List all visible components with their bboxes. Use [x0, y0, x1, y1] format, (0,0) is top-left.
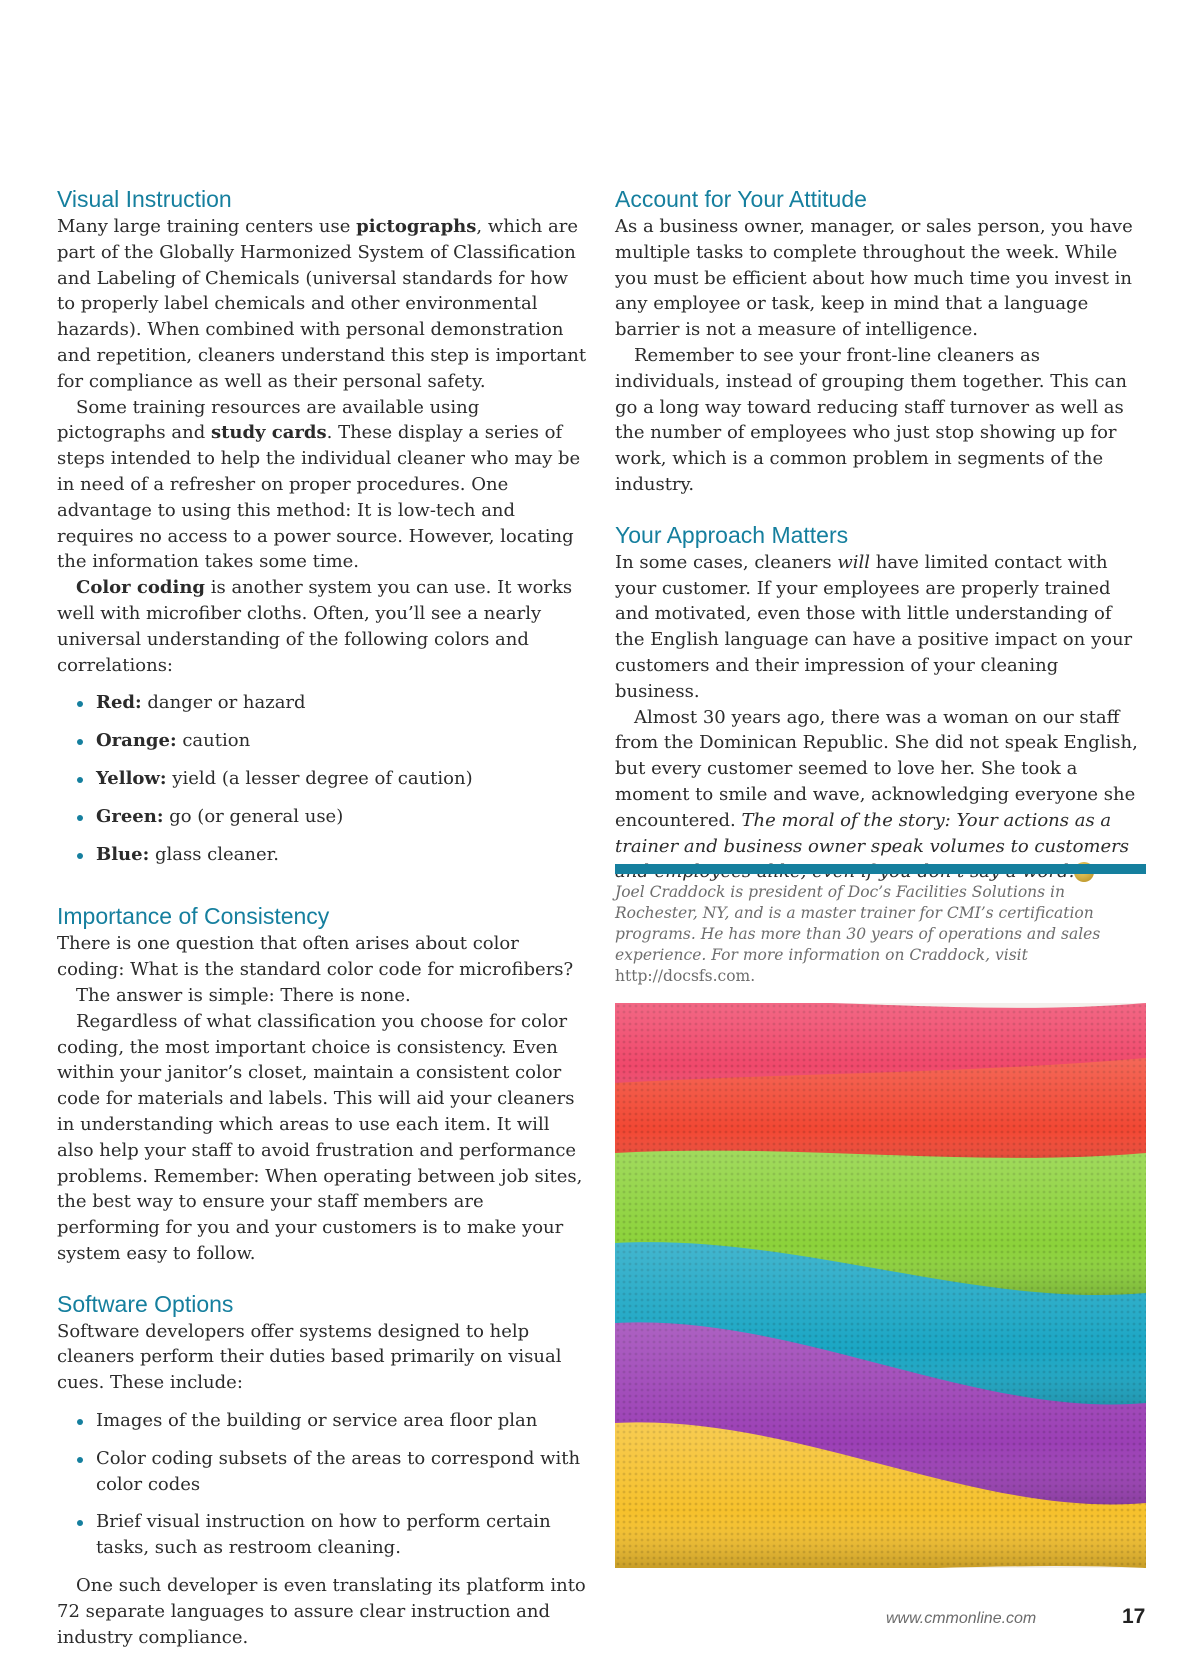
left-column [57, 184, 587, 1650]
paragraph: Regardless of what classification you choose for color coding, the most important choice is consistency. Even within your janitor’s closet, maintain a consistent color code for materials and labels. This will aid your cleaners in understanding which areas to use each item. It will also help your staff to avoid frustration and performance problems. Remember: When operating between job sites, the best way to ensure your staff members are performing for you and your customers is to make your system easy to follow. [57, 1010, 583, 1264]
color-code-list [57, 690, 587, 867]
microfiber-cloths-photo [615, 1003, 1146, 1568]
heading-account-for-your-attitude: Account for Your Attitude [615, 186, 867, 212]
paragraph: Many large training centers use pictographs, which are part of the Globally Harmonized System of Classification and Labeling of Chemicals (universal standards for how to properly label chemicals and other environmental hazards). When combined with personal demonstration and repetition, cleaners understand this step is important for compliance as well as their personal safety. [57, 216, 587, 392]
paragraph: As a business owner, manager, or sales person, you have multiple tasks to complete throughout the week. While you must be efficient about how much time you invest in any employee or task, keep in mind that a language barrier is not a measure of intelligence. [615, 216, 1133, 341]
moral-text: The moral of the story: Your actions as a trainer and business owner speak volumes to customers [615, 809, 1129, 857]
paragraph: The answer is simple: There is none. [76, 984, 411, 1006]
paragraph: One such developer is even translating its platform into 72 separate languages to assure clear instruction and industry compliance. [57, 1575, 586, 1648]
bullet-icon [77, 777, 83, 783]
list-item: Brief visual instruction on how to perform certain tasks, such as restroom cleaning. [57, 1509, 587, 1561]
list-item: Orange: caution [57, 728, 587, 754]
paragraph: Software developers offer systems designed to help cleaners perform their duties based primarily on visual cues. These include: [57, 1320, 562, 1394]
bio-link[interactable]: http://docsfs.com. [615, 967, 756, 985]
heading-visual-instruction: Visual Instruction [57, 186, 232, 212]
software-feature-list [57, 1408, 587, 1561]
list-item: Yellow: yield (a lesser degree of caution) [57, 766, 587, 792]
paragraph: Some training resources are available using pictographs and study cards. These display a series of steps intended to help the individual cleaner who may be in need of a refresher on proper procedures. One advantage to using this method: It is low-tech and requires no access to a power source. However, locating the information takes some time. [57, 396, 581, 573]
heading-software-options: Software Options [57, 1290, 234, 1317]
paragraph: Color coding is another system you can use. It works well with microfiber cloths. Often, you’ll see a nearly universal understanding of the following colors and correlations: [57, 577, 573, 676]
paragraph: Remember to see your front-line cleaners as individuals, instead of grouping them together. This can go a long way toward reducing staff turnover as well as the number of employees who just stop showing up for work, which is a common problem in segments of the industry. [615, 344, 1127, 495]
list-item: Images of the building or service area floor plan [57, 1408, 587, 1434]
paragraph: In some cases, cleaners will have limited contact with your customer. If your employees are properly trained and motivated, even those with little understanding of the English language can have a positive impact on your customers and their impression of your cleaning business. [615, 551, 1133, 702]
list-item: Green: go (or general use) [57, 804, 587, 830]
page-number: 17 [1122, 1605, 1146, 1628]
divider-rule [615, 864, 1146, 874]
list-item: Color coding subsets of the areas to correspond with color codes [57, 1446, 587, 1498]
heading-importance-of-consistency: Importance of Consistency [57, 903, 330, 930]
paragraph: There is one question that often arises about color coding: What is the standard color code for microfibers? [57, 933, 574, 981]
bullet-icon [77, 815, 83, 821]
bullet-icon [77, 701, 83, 707]
bullet-icon [77, 1419, 83, 1425]
author-bio: Joel Craddock is president of Doc’s Facilities Solutions in Rochester, NY, and is a master trainer for CMI’s certification programs. He has more than 30 years of operations and sales experience. For more information on Craddock, visit http://docsfs.com. [615, 883, 1101, 985]
bullet-icon [77, 739, 83, 745]
bullet-icon [77, 1457, 83, 1463]
list-item: Red: danger or hazard [57, 690, 587, 716]
bullet-icon [77, 1520, 83, 1526]
paragraph: Almost 30 years ago, there was a woman on our staff from the Dominican Republic. She did not speak English, but every customer seemed to love her. She took a moment to smile and wave, acknowledging everyone she encountered. The moral of the story: Your actions as a trainer and business owner speak volumes to customers [615, 705, 1146, 886]
heading-your-approach-matters: Your Approach Matters [615, 521, 849, 548]
right-column [615, 184, 1146, 885]
footer-url: www.cmmonline.com [886, 1610, 1037, 1627]
microfiber-cloths-illustration [615, 1003, 1146, 1568]
bullet-icon [77, 853, 83, 859]
list-item: Blue: glass cleaner. [57, 842, 587, 868]
